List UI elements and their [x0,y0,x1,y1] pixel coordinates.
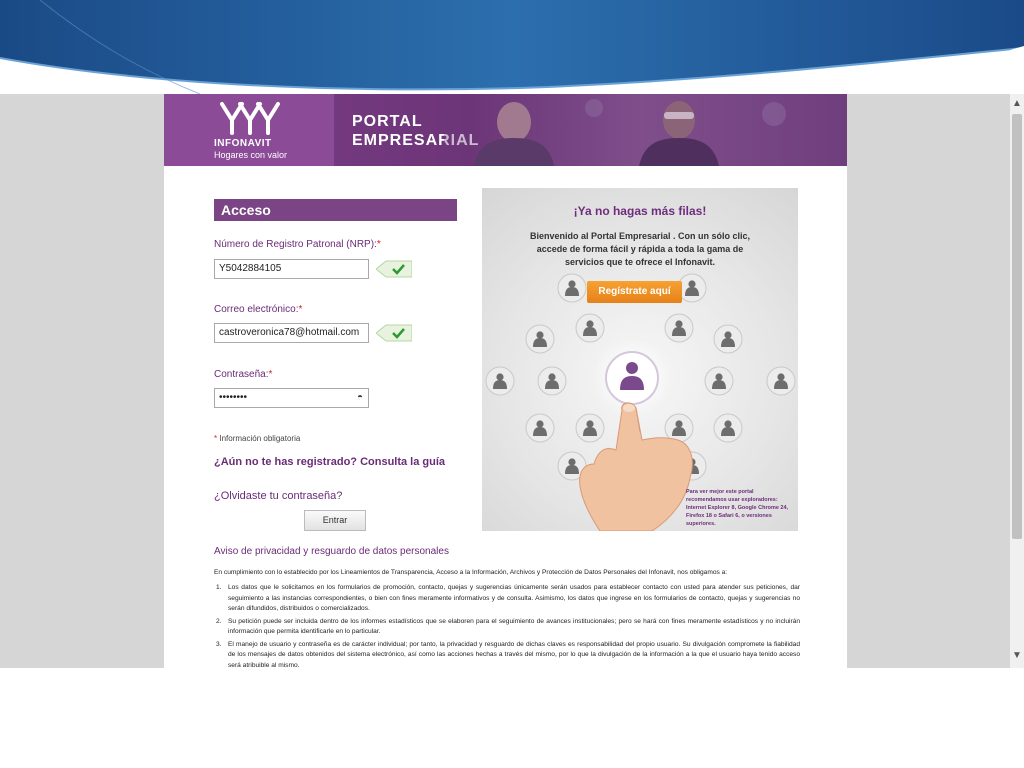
list-item-number: 2. [216,617,222,625]
required-asterisk: * [298,304,303,315]
password-value: •••••••• [219,392,248,403]
nrp-input[interactable]: Y5042884105 [214,259,369,279]
web-page [164,94,847,668]
register-guide-link[interactable]: ¿Aún no te has registrado? Consulta la guía [214,456,446,468]
enter-button[interactable]: Entrar [304,510,366,531]
required-asterisk: * [376,239,381,250]
site-header [164,94,847,166]
scroll-thumb[interactable] [1012,114,1022,539]
slide-banner [0,0,1024,94]
list-item-text: Los datos que le solicitamos en los formularios de promoción, contacto, quejas y sugerencias únicamente serán usados para establecer contacto con usted para atender sus peticiones, dar seguimiento a las instancias correspondientes, o bien con fines meramente informativos y de consulta. Asimismo, los datos que ingrese en los formularios de contacto, quejas y sugerencias no serán difundidos, distribuidos o comercializados. [228,584,800,612]
password-label-text: Contraseña: [214,369,269,380]
email-label-text: Correo electrónico: [214,304,299,315]
password-label [214,369,272,380]
scroll-down-icon[interactable]: ▼ [1012,650,1022,661]
portal-title-line1: PORTAL [352,113,423,130]
access-section-title: Acceso [214,199,457,221]
required-asterisk: * [268,369,273,380]
logo-mark-icon [216,100,284,136]
browser-recommendation-note: Para ver mejor este portal recomendamos usar exploradores: Internet Explorer 8, Google Chrome 24, Firefox 18 o Safari 6, o versiones superiores. [686,489,789,527]
check-icon [376,260,412,278]
scroll-up-icon[interactable]: ▲ [1012,98,1022,109]
list-item-text: Su petición puede ser incluida dentro de los informes estadísticos que se elaboren para el seguimiento de avances institucionales; pero se hará con fines meramente estadísticos y no incluirán información que permita identificarle en lo particular. [228,617,800,635]
required-note-text: Información obligatoria [219,434,301,443]
list-item [214,617,800,638]
logo-name: INFONAVIT [214,138,272,149]
privacy-title: Aviso de privacidad y resguardo de datos personales [214,546,449,557]
required-note [214,434,300,443]
nrp-label [214,239,381,250]
infonavit-logo[interactable] [164,94,334,166]
check-icon [376,324,412,342]
required-asterisk: * [214,434,218,443]
password-input[interactable] [214,388,369,408]
promo-title: ¡Ya no hagas más filas! [573,204,707,218]
portal-title-line2: EMPRESARIAL [352,132,480,149]
browser-viewport [0,94,1024,668]
forgot-password-link[interactable]: ¿Olvidaste tu contraseña? [214,490,343,502]
list-item [214,583,800,615]
show-password-icon[interactable]: ◓ [356,392,363,403]
header-photo [444,94,847,166]
list-item [214,640,800,669]
list-item-number: 1. [216,584,222,591]
list-item-number: 3. [216,640,222,648]
list-item-text: El manejo de usuario y contraseña es de carácter individual; por tanto, la privacidad y resguardo de dichas claves es responsabilidad del propio usuario. Su divulgación compromete la fiabilidad de los mensajes de datos obtenidos del sistema electrónico, así como las acciones hechas a través del mismo, por lo que la divulgación de la información a la que el usuario haya tenido acceso será atribuible al mismo. [228,640,800,668]
privacy-list [214,583,800,668]
register-here-button[interactable]: Regístrate aquí [587,281,682,303]
vertical-scrollbar[interactable] [1010,94,1024,668]
privacy-intro: En cumplimiento con lo establecido por los Lineamientos de Transparencia, Acceso a la Información, Archivos y Protección de Datos Personales del Infonavit, nos obligamos a: [214,569,728,576]
logo-slogan: Hogares con valor [214,150,288,160]
promo-panel [482,188,798,531]
promo-text: Bienvenido al Portal Empresarial . Con un sólo clic, accede de forma fácil y rápida a toda la gama de servicios que te ofrece el Infonavit. [529,231,751,267]
nrp-label-text: Número de Registro Patronal (NRP): [214,239,377,250]
email-label [214,304,302,315]
email-input[interactable]: castroveronica78@hotmail.com [214,323,369,343]
